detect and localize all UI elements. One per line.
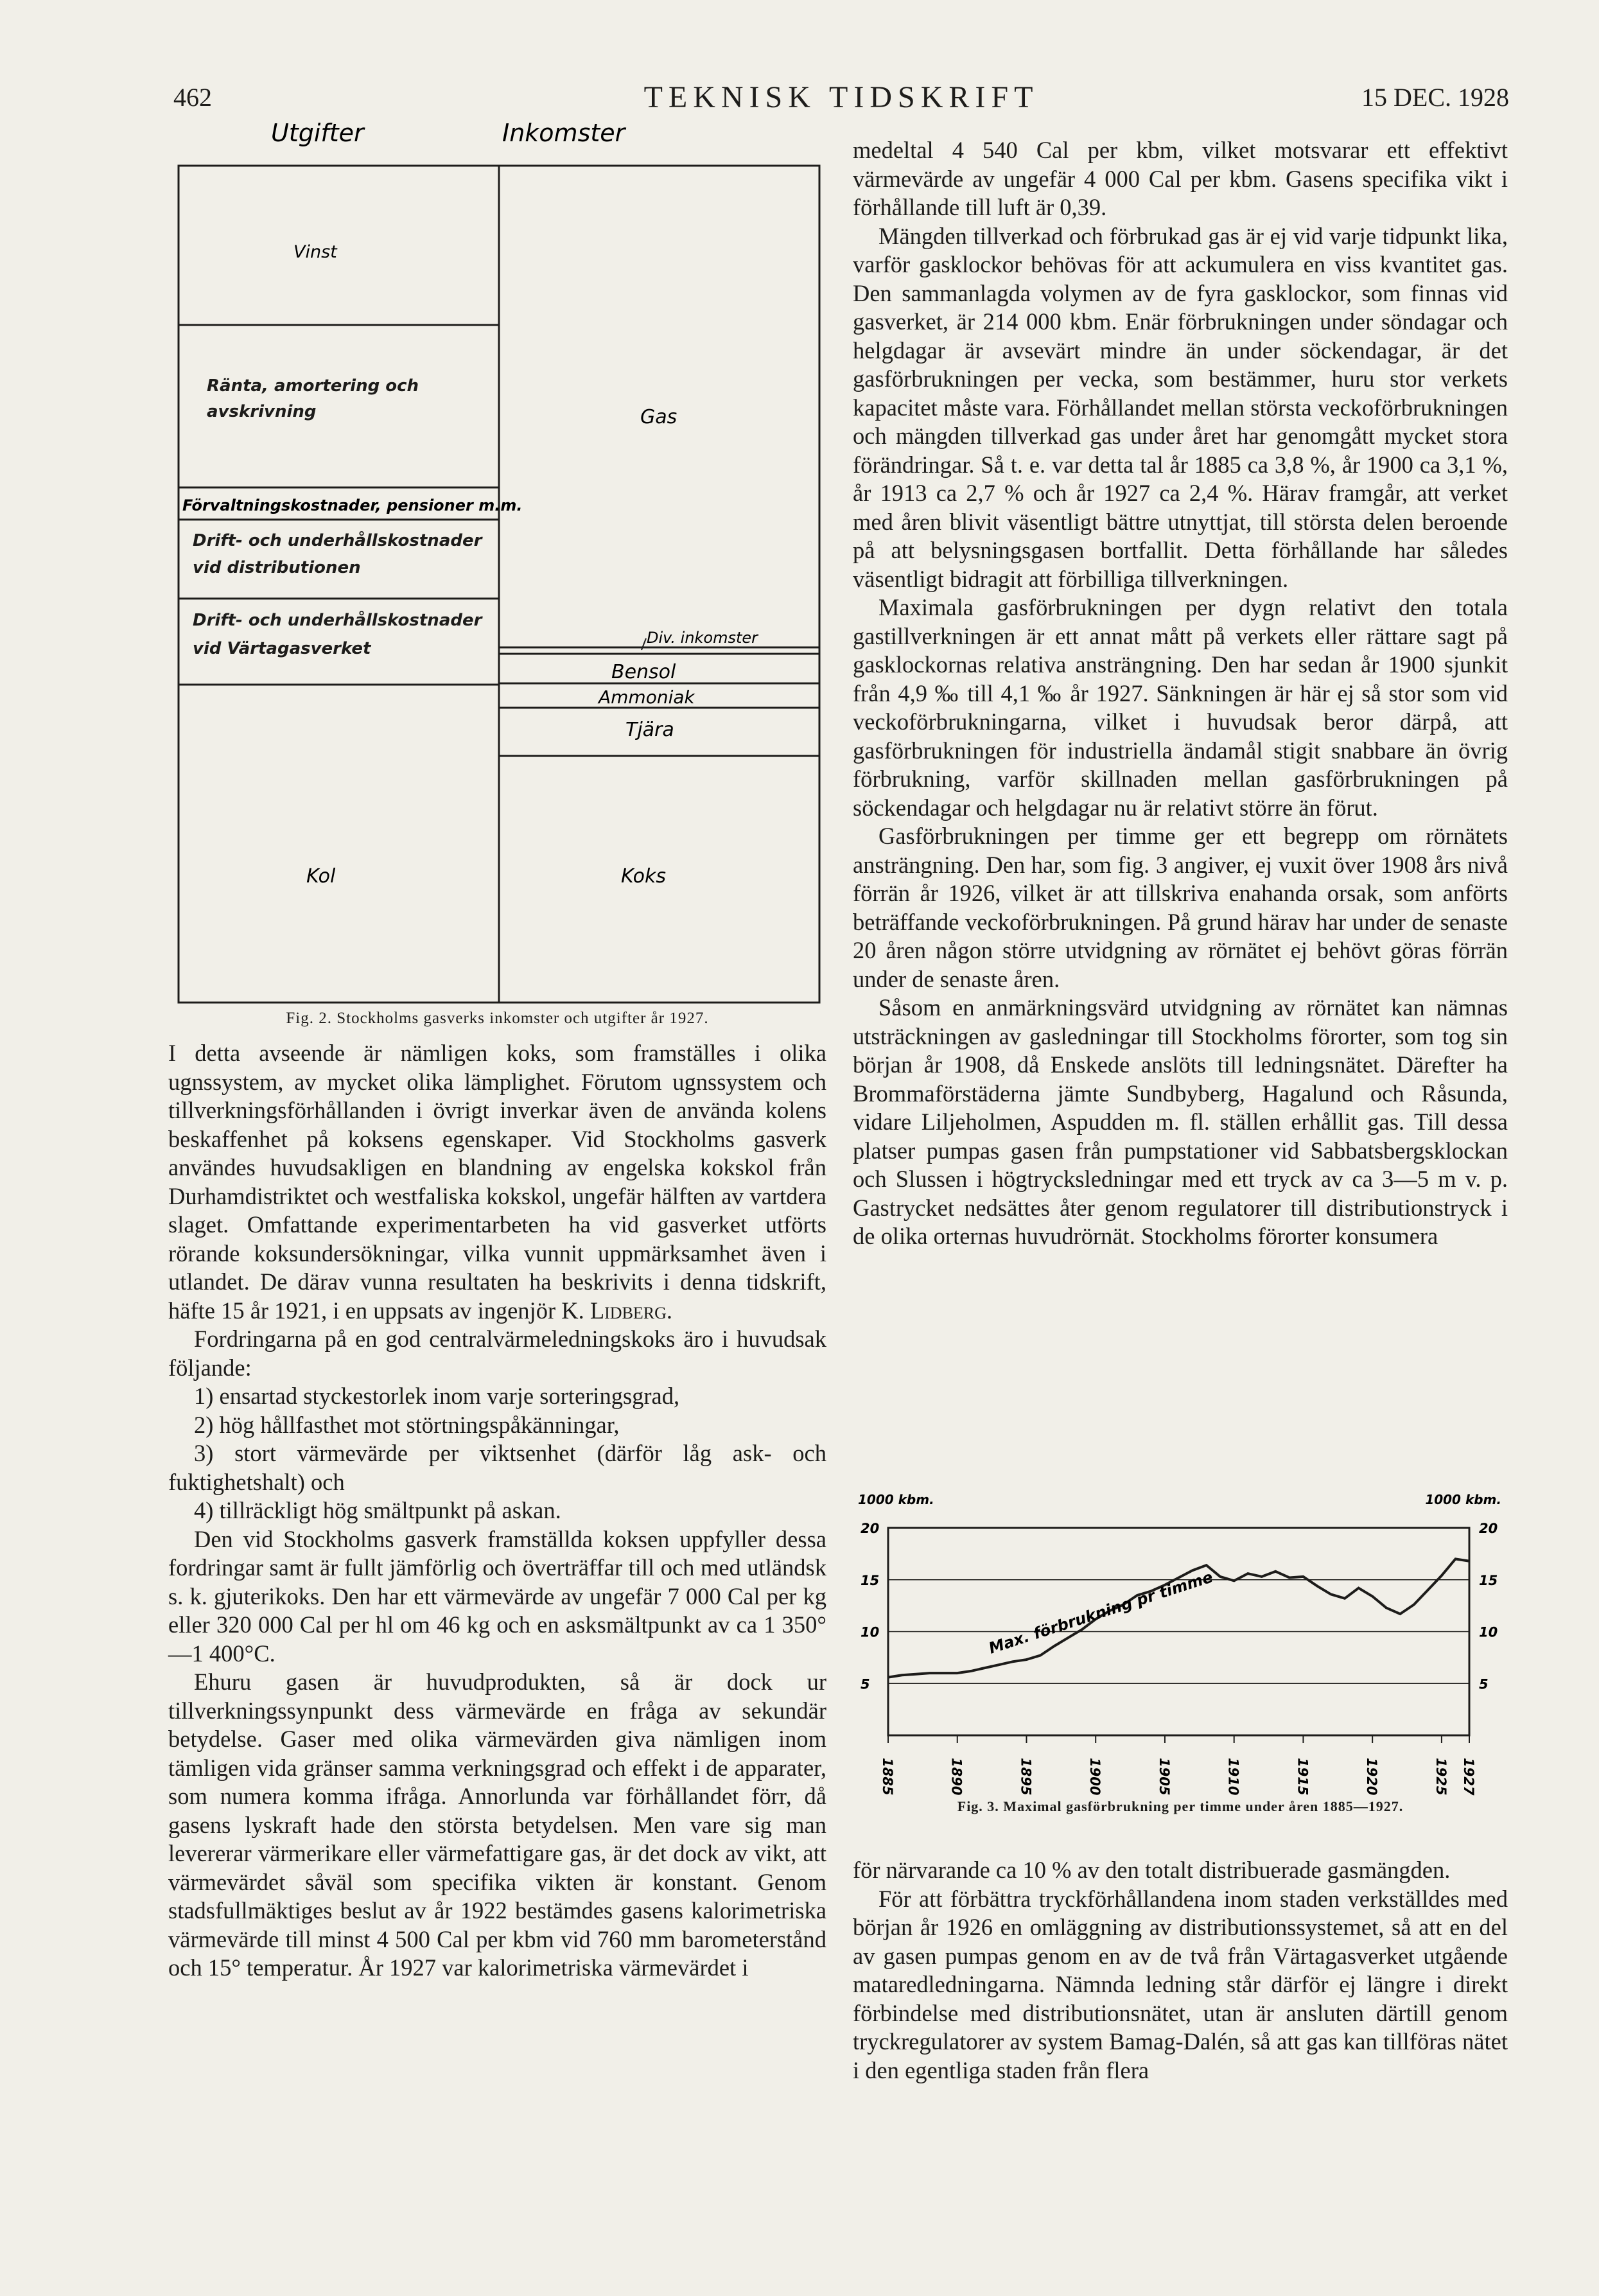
paragraph: medeltal 4 540 Cal per kbm, vilket motsvarar ett effektivt värmevärde av ungefär 4 000 Cal per kbm. Gasens specifika vikt i förhållande till luft är 0,39. xyxy=(853,137,1508,220)
fig3-y-tick-right: 5 xyxy=(1479,1676,1489,1692)
fig3-x-tick: 1927 xyxy=(1461,1758,1476,1796)
fig3-y-tick-right: 20 xyxy=(1479,1521,1498,1536)
fig2-income-tar: Tjära xyxy=(625,719,674,741)
paragraph: för närvarande ca 10 % av den totalt distribuerade gasmängden. xyxy=(853,1857,1451,1883)
list-item: 1) ensartad styckestorlek inom varje sorteringsgrad, xyxy=(194,1383,680,1409)
fig3-caption: Fig. 3. Maximal gasförbrukning per timme under åren 1885—1927. xyxy=(957,1798,1404,1814)
fig2-expense-profit: Vinst xyxy=(293,242,337,262)
fig2-expense-plant: Drift- och underhållskostnader vid Värtagasverket xyxy=(193,611,482,658)
journal-title: TEKNISK TIDSKRIFT xyxy=(643,80,1039,114)
fig3-series-line xyxy=(888,1559,1469,1677)
fig2-label-expenses: Utgifter xyxy=(271,119,364,147)
fig3-x-tick: 1890 xyxy=(948,1758,965,1796)
paragraph: Såsom en anmärkningsvärd utvidgning av rörnätet kan nämnas utsträckningen av gasledningar till Stockholms förorter, som tog sin början år 1908, då Enskede anslöts till ledningsnätet. Därefter ha Brommaförstäderna jämte Sundbyberg, Hagalund och Råsunda, vidare Liljeholmen, Aspudden m. fl. ställen erhållit gas. Till dessa platser pumpas gasen från pumpstationer vid Sabbatsbergsklockan och Slussen i högtrycksledningar med ett tryck av ca 3—5 m v. p. Gastrycket nedsättes åter genom regulatorer till distributionstryck i de olika orternas huvudrörnät. Stockholms förorter konsumera xyxy=(853,994,1508,1249)
fig2-income-benzol: Bensol xyxy=(611,661,676,683)
fig3-chart xyxy=(853,1485,1508,1806)
fig3-x-tick: 1910 xyxy=(1225,1758,1241,1796)
paragraph: För att förbättra tryckförhållandena inom staden verkställdes med början år 1926 en omläggning av distributionssystemet, så att en del av gasen pumpas genom en av de två från Värtagasverket utgående mataredledningarna. Nämnda ledning står därför ej längre i direkt förbindelse med distributionsnätet, utan är ansluten därtill genom tryckregulatorer av system Bamag-Dalén, så att gas kan tillföras nätet i den egentliga staden från flera xyxy=(853,1885,1508,2083)
fig3-y-tick-left: 15 xyxy=(861,1572,880,1588)
figure-3 xyxy=(853,1485,1508,1819)
fig3-y-tick-left: 20 xyxy=(861,1521,880,1536)
fig2-income-ammonia: Ammoniak xyxy=(599,687,695,708)
fig2-expense-administration: Förvaltningskostnader, pensioner m.m. xyxy=(182,496,523,514)
fig3-unit-left: 1000 kbm. xyxy=(858,1492,934,1507)
list-item: 2) hög hållfasthet mot störtningspåkänningar, xyxy=(194,1411,620,1438)
fig2-income-gas: Gas xyxy=(640,406,677,428)
fig3-x-tick: 1920 xyxy=(1364,1758,1380,1796)
list-item: 4) tillräckligt hög smältpunkt på askan. xyxy=(194,1497,561,1523)
fig2-expense-distribution: Drift- och underhållskostnader vid distributionen xyxy=(193,531,482,577)
right-column-bottom xyxy=(853,1856,1508,2085)
paragraph: Den vid Stockholms gasverk framställda koksen uppfyller dessa fordringar samt är fullt jämförlig och överträffar till och med utländsk s. k. gjuterikoks. Den har ett värmevärde av ungefär 7 000 Cal per kg eller 320 000 Cal per hl om 46 kg och en asksmältpunkt av ca 1 350°—1 400°C. xyxy=(168,1525,826,1667)
fig3-curve-label: Max. förbrukning pr timme xyxy=(986,1568,1216,1658)
issue-date: 15 DEC. 1928 xyxy=(1361,83,1509,112)
page-number: 462 xyxy=(173,83,212,112)
fig2-income-misc: Div. inkomster xyxy=(647,629,758,647)
fig3-y-tick-right: 10 xyxy=(1479,1624,1498,1640)
paragraph: Mängden tillverkad och förbrukad gas är ej vid varje tidpunkt lika, varför gasklockor behövas för att ackumulera en viss kvantitet gas. Den sammanlagda volymen av de fyra gasklockor, som finnas vid gasverket, är 214 000 kbm. Enär förbrukningen under söndagar och helgdagar är avsevärt mindre än under söckendagar, är det gasförbrukningen per vecka, som bestämmer, huru stor verkets kapacitet måste vara. Förhållandet mellan största veckoförbrukningen och mängden tillverkad gas under året har genomgått mycket stora förändringar. Så t. e. var detta tal år 1885 ca 3,8 %, år 1900 ca 3,1 %, år 1913 ca 2,7 % och år 1927 ca 2,4 %. Härav framgår, att verket med åren blivit väsentligt bättre utnyttjat, till största delen beroende på att belysningsgasen bortfallit. Detta förhållande har således väsentligt bidragit att förbilliga tillverkningen. xyxy=(853,222,1508,592)
fig3-x-tick: 1925 xyxy=(1433,1758,1449,1796)
paragraph: Fordringarna på en god centralvärmeledningskoks äro i huvudsak följande: xyxy=(168,1326,826,1381)
fig3-x-tick: 1915 xyxy=(1295,1758,1311,1796)
paragraph: Ehuru gasen är huvudprodukten, så är dock ur tillverkningssynpunkt dess värmevärde en fråga av sekundär betydelse. Gaser med olika värmevärden giva nämligen inom tämligen vida gränser samma verkningsgrad och effekt i de apparater, som numera komma ifråga. Annorlunda var förhållandet förr, då gasens lyskraft hade den största betydelsen. Men vare sig man levererar värmerikare eller värmefattigare gas, är det dock av vikt, att värmevärdet såväl som specifika vikten är konstant. Genom stadsfullmäktiges beslut av år 1922 bestämdes gasens kalorimetriska värmevärde till minst 4 500 Cal per kbm vid 760 mm barometerstånd och 15° temperatur. År 1927 var kalorimetriska värmevärdet i xyxy=(168,1669,826,1981)
fig2-expense-interest: Ränta, amortering och avskrivning xyxy=(207,376,419,421)
fig2-label-income: Inkomster xyxy=(502,119,625,147)
fig3-y-tick-right: 15 xyxy=(1479,1572,1498,1588)
fig3-x-tick: 1885 xyxy=(880,1758,895,1796)
right-column-top xyxy=(853,136,1508,1251)
fig2-expense-coal: Kol xyxy=(306,865,336,888)
fig2-diagram xyxy=(168,113,826,1031)
left-column xyxy=(168,1039,826,1983)
fig3-unit-right: 1000 kbm. xyxy=(1425,1492,1501,1507)
paragraph: I detta avseende är nämligen koks, som framställes i olika ugnssystem, av mycket olika lämplighet. Förutom ugnssystem och tillverkningsförhållanden i övrigt inverkar även de använda kolens beskaffenhet på koksens egenskaper. Vid Stockholms gasverk användes huvudsakligen en blandning av engelska kokskol från Durhamdistriktet och westfaliska kokskol, ungefär hälften av vartdera slaget. Omfattande experimentarbeten ha vid gasverket utförts rörande koksundersökningar, vilka vunnit uppmärksamhet även i utlandet. De därav vunna resultaten ha beskrivits i denna tidskrift, häfte 15 år 1921, i en uppsats av ingenjör K. Lidberg. xyxy=(168,1040,826,1324)
paragraph: Gasförbrukningen per timme ger ett begrepp om rörnätets ansträngning. Den har, som fig. 3 angiver, ej vuxit över 1908 års nivå förrän år 1926, vilket är att tillskriva enahanda orsak, som anförts beträffande veckoförbrukningen. På grund härav har under de senaste 20 åren någon större utvidgning av rörnätet ej behövt göras förrän under de senaste åren. xyxy=(853,823,1508,992)
fig3-y-tick-left: 10 xyxy=(861,1624,880,1640)
fig2-caption: Fig. 2. Stockholms gasverks inkomster och utgifter år 1927. xyxy=(286,1010,709,1027)
fig2-income-coke: Koks xyxy=(621,865,666,888)
fig3-y-tick-left: 5 xyxy=(861,1676,870,1692)
list-item: 3) stort värmevärde per viktsenhet (därför låg ask- och fuktighetshalt) och xyxy=(168,1440,826,1495)
paragraph: Maximala gasförbrukningen per dygn relativt den totala gastillverkningen är ett annat mått på verkets eller rättare sagt på gasklockornas relativa ansträngning. Den har sedan år 1900 sjunkit från 4,9 ‰ till 4,1 ‰ år 1927. Sänkningen är här ej så stor som vid veckoförbrukningarna, vilket i huvudsak beror därpå, att gasförbrukningen för industriella ändamål stigit snabbare än övrig förbrukning, varför skillnaden mellan gasförbrukningen på söckendagar och helgdagar nu är relativt större än förut. xyxy=(853,594,1508,821)
fig3-x-tick: 1905 xyxy=(1156,1758,1172,1796)
fig3-x-tick: 1895 xyxy=(1018,1758,1034,1796)
figure-2 xyxy=(168,113,826,1031)
fig3-x-tick: 1900 xyxy=(1087,1758,1103,1796)
